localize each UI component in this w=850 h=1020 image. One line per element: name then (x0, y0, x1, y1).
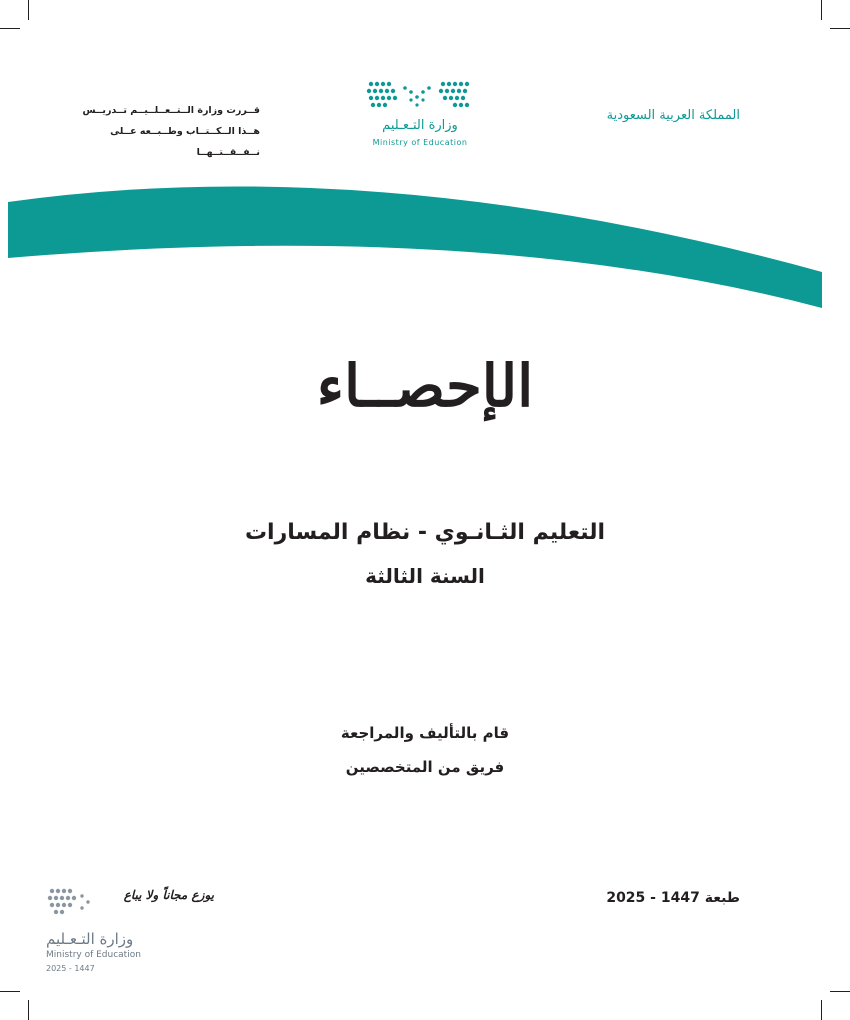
authors-label: قام بالتأليف والمراجعة (340, 724, 510, 742)
book-subtitle: التعليم الثـانـوي - نظام المسارات (244, 520, 606, 545)
crop-mark (0, 991, 20, 992)
approval-line-2: هــذا الــكــتــاب وطــبــعه عــلى نــفــقــتــهــا (110, 126, 260, 158)
ministry-logo (355, 78, 485, 160)
ministry-name-ar: وزارة التـعـليم (382, 118, 458, 133)
footer-ministry-name-en: Ministry of Education (46, 950, 141, 960)
crop-mark (0, 28, 20, 29)
book-title: الإحصــاء (316, 352, 534, 420)
crop-mark (28, 1000, 29, 1020)
authors-name: فريق من المتخصصين (345, 758, 505, 776)
teal-swoosh-band (0, 160, 850, 320)
crop-mark (821, 0, 822, 20)
crop-mark (830, 991, 850, 992)
crop-mark (830, 28, 850, 29)
moe-dots-logo-icon (355, 78, 485, 114)
free-distribution-note: يوزع مجاناً ولا يباع (123, 888, 214, 902)
edition-text: طبعة 1447 - 2025 (606, 890, 740, 906)
footer-ministry-years: 2025 - 1447 (46, 964, 95, 973)
kingdom-name: المملكة العربية السعودية (606, 108, 740, 123)
crop-mark (821, 1000, 822, 1020)
approval-line-1: قــررت وزارة الــتــعــلــيــم تــدريــس (82, 105, 260, 116)
book-grade-year: السنة الثالثة (365, 564, 485, 588)
footer-ministry-name-ar: وزارة التـعـليم (46, 930, 134, 948)
approval-statement (60, 100, 260, 163)
moe-dots-logo-icon (46, 886, 94, 916)
footer-ministry-logo (46, 882, 216, 982)
ministry-name-en: Ministry of Education (372, 138, 468, 147)
crop-mark (28, 0, 29, 20)
